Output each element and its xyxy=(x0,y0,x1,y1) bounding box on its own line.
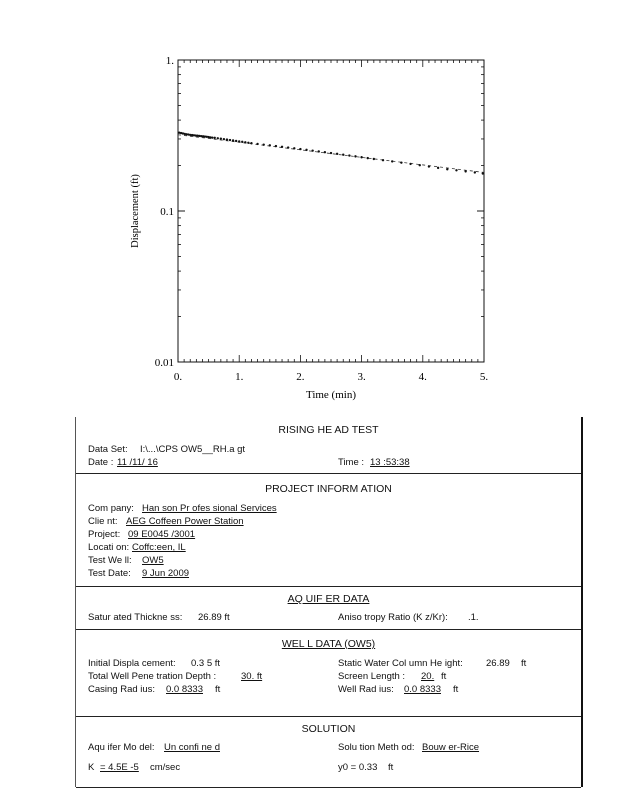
data-point xyxy=(275,145,277,147)
data-point xyxy=(211,136,213,138)
data-point xyxy=(223,138,225,140)
anisotropy-value: .1. xyxy=(468,612,479,623)
data-point xyxy=(293,147,295,149)
data-point xyxy=(305,149,307,151)
static-water-column-label: Static Water Col umn He ight: xyxy=(338,658,463,669)
data-point xyxy=(336,153,338,155)
project-label: Project: xyxy=(88,529,121,540)
data-point xyxy=(391,160,393,162)
k-value: = 4.5E -5 xyxy=(100,762,139,773)
saturated-thickness-value: 26.89 ft xyxy=(198,612,230,623)
x-tick-label: 0. xyxy=(173,371,183,383)
data-point xyxy=(229,139,231,141)
section-title: PROJECT INFORM ATION xyxy=(265,483,392,495)
solution-section xyxy=(76,717,581,788)
data-point xyxy=(446,168,448,170)
data-point xyxy=(262,143,264,145)
x-tick-labels xyxy=(174,371,489,383)
data-point xyxy=(464,170,466,172)
company-label: Com pany: xyxy=(88,503,134,514)
data-point xyxy=(311,149,313,151)
screen-length-value: 20. xyxy=(421,671,435,682)
penetration-depth-label: Total Well Pene tration Depth : xyxy=(88,671,217,682)
data-point xyxy=(232,139,234,141)
data-set-label: Data Set: xyxy=(88,444,128,455)
project-information-section xyxy=(76,474,581,587)
test-date-value: 9 Jun 2009 xyxy=(142,568,190,579)
y-axis-label: Displacement (ft) xyxy=(130,174,141,248)
static-water-column-unit: ft xyxy=(521,658,527,669)
y-tick-labels xyxy=(155,55,175,369)
y-tick-label: 0.01 xyxy=(154,357,174,369)
data-point xyxy=(373,158,375,160)
data-point xyxy=(287,146,289,148)
data-point xyxy=(269,144,271,146)
data-point xyxy=(247,142,249,144)
x-axis-label: Time (min) xyxy=(305,389,357,401)
screen-length-unit: ft xyxy=(441,671,447,682)
y-tick-label: 1. xyxy=(165,55,174,67)
data-point xyxy=(342,153,344,155)
section-title: SOLUTION xyxy=(301,723,356,735)
axis-ticks xyxy=(178,60,484,362)
section-title: AQ UIF ER DATA xyxy=(287,593,370,605)
project-value: 09 E0045 /3001 xyxy=(128,529,196,540)
data-point xyxy=(241,141,243,143)
aquifer-model-label: Aqu ifer Mo del: xyxy=(88,742,155,753)
k-label: K xyxy=(88,762,95,773)
test-well-value: OW5 xyxy=(142,555,164,566)
data-point xyxy=(235,140,237,142)
data-point xyxy=(409,163,411,165)
well-radius-label: Well Rad ius: xyxy=(338,684,394,695)
data-point xyxy=(428,165,430,167)
data-point xyxy=(220,138,222,140)
data-point xyxy=(474,171,476,173)
data-point xyxy=(482,172,484,174)
well-radius-value: 0.0 8333 xyxy=(404,684,441,695)
data-point xyxy=(324,151,326,153)
x-tick-label: 1. xyxy=(235,371,244,383)
date-label: Date : xyxy=(88,457,114,468)
casing-radius-label: Casing Rad ius: xyxy=(88,684,156,695)
y-tick-label: 0.1 xyxy=(160,206,174,218)
aquifer-model-value: Un confi ne d xyxy=(164,742,220,753)
date-value: 11 /11/ 16 xyxy=(117,457,158,468)
data-point xyxy=(250,142,252,144)
data-point xyxy=(217,137,219,139)
data-point xyxy=(256,143,258,145)
data-point xyxy=(382,159,384,161)
saturated-thickness-label: Satur ated Thickne ss: xyxy=(88,612,183,623)
data-point xyxy=(281,146,283,148)
casing-radius-value: 0.0 8333 xyxy=(166,684,203,695)
data-point xyxy=(400,161,402,163)
initial-displacement-label: Initial Displa cement: xyxy=(88,658,176,669)
test-well-label: Test We ll: xyxy=(88,555,132,566)
solution-method-label: Solu tion Meth od: xyxy=(338,742,415,753)
section-title: RISING HE AD TEST xyxy=(278,424,379,436)
rising-head-test-section xyxy=(76,417,581,474)
data-point xyxy=(455,169,457,171)
data-point xyxy=(226,138,228,140)
well-radius-unit: ft xyxy=(453,684,459,695)
y0-label: y0 = 0.33 xyxy=(338,762,378,773)
data-set-value: I:\...\CPS OW5__RH.a gt xyxy=(140,444,246,455)
casing-radius-unit: ft xyxy=(215,684,221,695)
client-label: Clie nt: xyxy=(88,516,118,527)
data-point xyxy=(244,141,246,143)
data-point xyxy=(318,150,320,152)
penetration-depth-value: 30. ft xyxy=(241,671,263,682)
data-point xyxy=(354,155,356,157)
data-point xyxy=(214,137,216,139)
data-point xyxy=(238,140,240,142)
location-label: Locati on: xyxy=(88,542,130,553)
x-tick-label: 4. xyxy=(418,371,427,383)
data-point xyxy=(348,154,350,156)
data-point xyxy=(437,167,439,169)
well-data-section xyxy=(76,630,581,717)
data-point xyxy=(299,148,301,150)
time-value: 13 :53:38 xyxy=(370,457,410,468)
solution-method-value: Bouw er-Rice xyxy=(422,742,480,753)
x-tick-label: 2. xyxy=(296,371,305,383)
data-point xyxy=(419,164,421,166)
plot-frame xyxy=(178,60,484,362)
x-tick-label: 3. xyxy=(357,371,366,383)
y0-unit: ft xyxy=(388,762,394,773)
anisotropy-label: Aniso tropy Ratio (K z/Kr): xyxy=(338,612,448,623)
data-points xyxy=(178,132,484,175)
x-tick-label: 5. xyxy=(479,371,489,383)
k-unit: cm/sec xyxy=(150,762,181,773)
data-point xyxy=(360,156,362,158)
static-water-column-value: 26.89 xyxy=(486,658,510,669)
test-date-label: Test Date: xyxy=(88,568,131,579)
section-title: WEL L DATA (OW5) xyxy=(281,638,376,650)
data-point xyxy=(367,157,369,159)
data-point xyxy=(330,152,332,154)
company-value: Han son Pr ofes sional Services xyxy=(142,503,277,514)
location-value: Coffc:een, IL xyxy=(132,542,186,553)
client-value: AEG Coffeen Power Station xyxy=(126,516,244,527)
aquifer-data-section xyxy=(76,587,581,630)
initial-displacement-value: 0.3 5 ft xyxy=(191,658,221,669)
test-report xyxy=(75,417,583,787)
time-label: Time : xyxy=(338,457,365,468)
screen-length-label: Screen Length : xyxy=(338,671,406,682)
